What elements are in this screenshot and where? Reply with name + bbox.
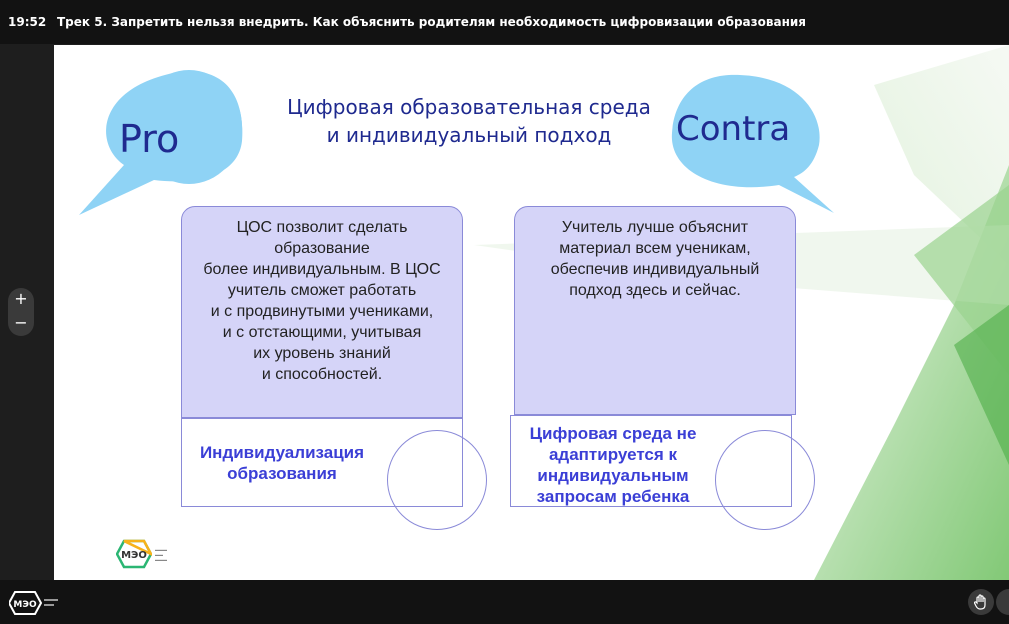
slide-title-line2: и индивидуальный подход [326, 123, 612, 147]
pro-label: Pro [119, 117, 180, 161]
meo-caption: ▬▬▬ ▬▬ ▬▬▬ [155, 546, 167, 562]
meo-logo-mark [116, 539, 152, 569]
pro-argument-card [181, 206, 463, 418]
pro-argument-text: ЦОС позволит сделать образование более индивидуальным. В ЦОС учитель сможет работать и с продвинутыми учениками, и с отстающими, учитывая их уровень знаний и способностей. [203, 219, 441, 383]
presentation-slide [54, 45, 1009, 580]
zoom-control [8, 288, 34, 336]
track-title: Трек 5. Запретить нельзя внедрить. Как объяснить родителям необходимость цифровизации образования [57, 15, 806, 29]
contra-summary-text: Цифровая среда не адаптируется к индивидуальным запросам ребенка [529, 424, 697, 506]
contra-label: Contra [676, 109, 791, 149]
meo-logo [116, 539, 175, 569]
raise-hand-button[interactable] [968, 589, 994, 615]
bottom-meo-logo [9, 590, 61, 616]
contra-ring [715, 430, 815, 530]
contra-argument-text: Учитель лучше объяснит материал всем ученикам, обеспечив индивидуальный подход здесь и сейчас. [550, 219, 760, 299]
slide-title [254, 93, 684, 149]
contra-argument-card [514, 206, 796, 415]
zoom-in-button[interactable]: + [14, 289, 28, 308]
slide-title-line1: Цифровая образовательная среда [287, 95, 651, 119]
zoom-out-button[interactable]: − [14, 313, 28, 332]
bottom-logo-text: МЭО [13, 600, 37, 610]
top-bar [0, 0, 1009, 44]
pro-summary-text: Индивидуализация образования [199, 443, 365, 483]
bottom-bar [0, 580, 1009, 624]
hand-icon [974, 594, 988, 610]
pro-ring [387, 430, 487, 530]
clock: 19:52 [8, 15, 47, 29]
meo-logo-text: МЭО [121, 550, 147, 561]
